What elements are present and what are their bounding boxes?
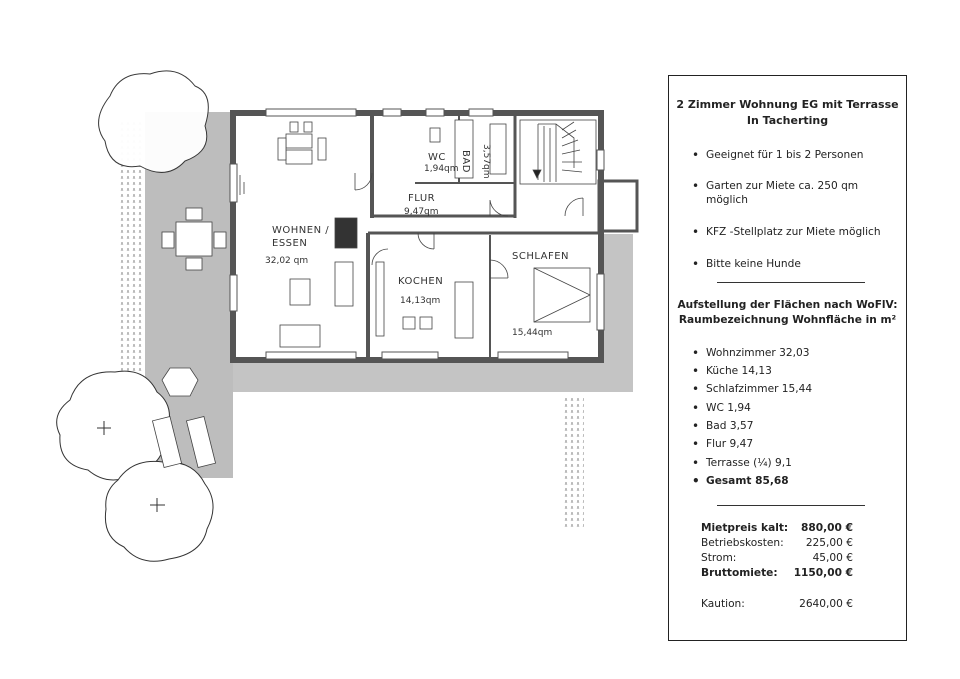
divider (717, 282, 865, 283)
room-label-essen: ESSEN (272, 238, 308, 249)
feature-item: • KFZ -Stellplatz zur Miete möglich (706, 225, 896, 239)
divider (717, 505, 865, 506)
room-area-flur: 9,47qm (404, 207, 439, 217)
deposit-row (701, 598, 853, 613)
cost-value: 880,00 € (801, 522, 853, 534)
area-item: • Flur 9,47 (706, 437, 896, 451)
areas-heading-2: Raumbezeichnung Wohnfläche in m² (678, 314, 897, 326)
cost-row (701, 537, 853, 552)
deposit-label: Kaution: (701, 598, 745, 610)
area-total: • Gesamt 85,68 (706, 474, 896, 488)
area-item: • WC 1,94 (706, 401, 896, 415)
cost-label: Betriebskosten: (701, 537, 784, 549)
cost-value: 45,00 € (812, 552, 853, 564)
cost-label: Strom: (701, 552, 737, 564)
deposit-value: 2640,00 € (799, 598, 853, 610)
room-area-wc: 1,94qm (424, 164, 459, 174)
area-item: • Wohnzimmer 32,03 (706, 346, 896, 360)
room-label-bad: BAD (460, 150, 471, 173)
hedge-right (564, 395, 584, 530)
info-panel (668, 75, 907, 641)
cost-label: Mietpreis kalt: (701, 522, 789, 534)
cost-row (701, 522, 853, 537)
room-label-flur: FLUR (408, 193, 436, 204)
room-area-bad: 3,57qm (481, 144, 491, 179)
cost-value: 1150,00 € (793, 567, 853, 579)
room-area-schlafen: 15,44qm (512, 328, 553, 338)
feature-item: • Garten zur Miete ca. 250 qm möglich (706, 179, 896, 207)
room-label-schlafen: SCHLAFEN (512, 251, 570, 262)
cost-row (701, 567, 853, 582)
area-item: • Terrasse (¼) 9,1 (706, 456, 896, 470)
area-item: • Küche 14,13 (706, 364, 896, 378)
area-item: • Bad 3,57 (706, 419, 896, 433)
room-label-kochen: KOCHEN (398, 276, 444, 287)
feature-item: • Bitte keine Hunde (706, 257, 896, 271)
cost-value: 225,00 € (805, 537, 853, 549)
areas-heading-1: Aufstellung der Flächen nach WoFlV: (677, 299, 898, 311)
title-line-1: 2 Zimmer Wohnung EG mit Terrasse (676, 98, 899, 111)
area-item: • Schlafzimmer 15,44 (706, 382, 896, 396)
cost-row (701, 552, 853, 567)
room-label-wc: WC (428, 152, 446, 163)
room-area-kochen: 14,13qm (400, 296, 441, 306)
cost-label: Bruttomiete: (701, 567, 778, 579)
room-area-wohnen: 32,02 qm (265, 256, 309, 266)
room-label-wohnen: WOHNEN / (272, 225, 330, 236)
feature-item: • Geeignet für 1 bis 2 Personen (706, 148, 896, 162)
title-line-2: In Tacherting (746, 114, 829, 127)
